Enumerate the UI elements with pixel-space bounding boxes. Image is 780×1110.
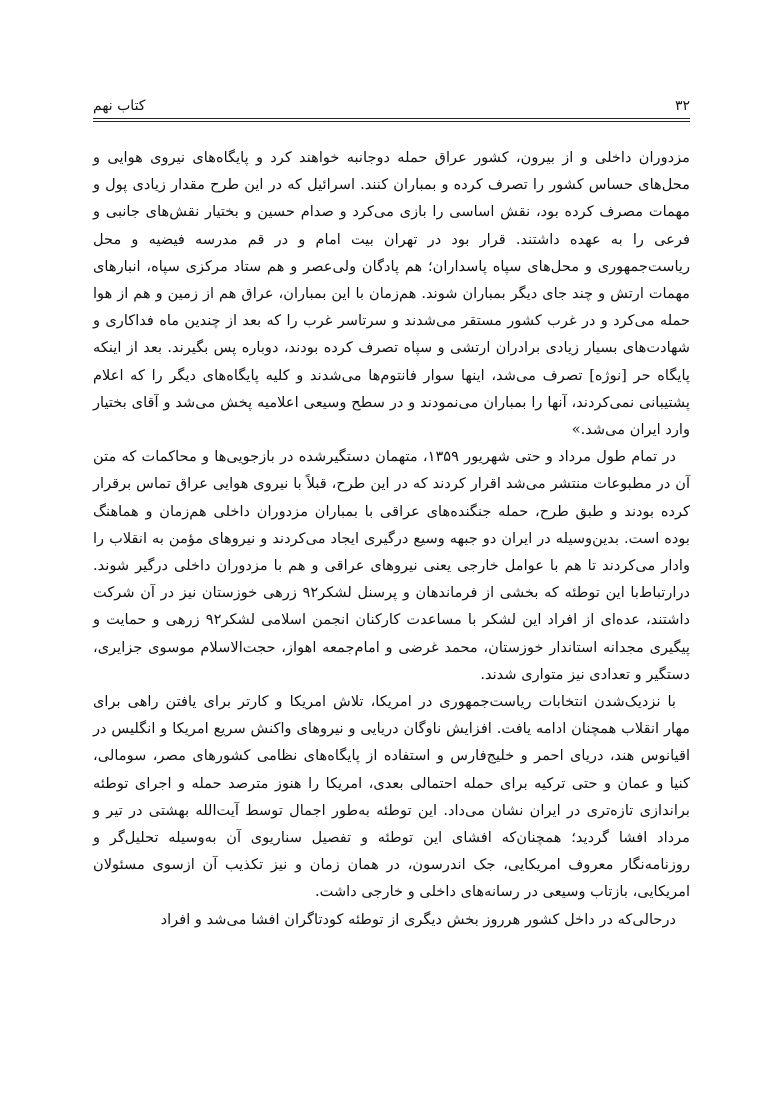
running-header (93, 88, 690, 114)
paragraph: درحالی‌که در داخل کشور هرروز بخش دیگری از توطئه کودتاگران افشا می‌شد و افراد (160, 910, 676, 928)
header-rule (93, 118, 690, 119)
page-number: ۳۲ (674, 98, 690, 114)
body-text (93, 144, 690, 933)
paragraph: در تمام طول مرداد و حتی شهریور ۱۳۵۹، متهمان دستگیرشده در بازجویی‌ها و محاکمات که متن آن در مطبوعات منتشر می‌شد اقرار کردند که در این طرح، قبلاً با نیروی هوایی عراق تماس برقرار کرده بودند و طبق طرح، حمله جنگنده‌های عراقی با بمباران مزدوران داخلی هم‌زمان و هماهنگ بوده است. بدین‌وسیله در ایران دو جبهه وسیع درگیری ایجاد می‌کردند و نیروهای مؤمن به انقلاب را وادار می‌کردند تا هم با عوامل خارجی یعنی نیروهای عراقی و هم با مزدوران داخلی درگیر شوند. درارتباط‌با این توطئه که بخشی از فرماندهان و پرسنل لشکر۹۲ زرهی خوزستان نیز در آن شرکت داشتند، عده‌ای از افراد این لشکر با مساعدت کارکنان انجمن اسلامی لشکر۹۲ زرهی و حمایت و پیگیری مجدانه استاندار خوزستان، محمد غرضی و امام‌جمعه اهواز، حجت‌الاسلام موسوی جزایری، دستگیر و تعدادی نیز متواری شدند. (93, 448, 690, 683)
header-rule-thin (93, 121, 690, 122)
book-title: کتاب نهم (93, 98, 146, 114)
paragraph: با نزدیک‌شدن انتخابات ریاست‌جمهوری در امریکا، تلاش امریکا و کارتر برای یافتن راهی برای مهار انقلاب همچنان ادامه یافت. افزایش ناوگان دریایی و نیروهای واکنش سریع امریکا و انگلیس در اقیانوس هند، دریای احمر و خلیج‌فارس و استفاده از پایگاه‌های نظامی کشورهای مصر، سومالی، کنیا و عمان و حتی ترکیه برای حمله احتمالی بعدی، امریکا را هنوز مترصد حمله و اجرای توطئه براندازی تازه‌تری در ایران نشان می‌داد. این توطئه به‌طور اجمال توسط آیت‌الله بهشتی در تیر و مرداد افشا گردید؛ همچنان‌که افشای این توطئه و تفصیل سناریوی آن به‌وسیله تحلیل‌گر و روزنامه‌نگار معروف امریکایی، جک اندرسون، در همان زمان و نیز تکذیب آن ازسوی مسئولان امریکایی، بازتاب وسیعی در رسانه‌های داخلی و خارجی داشت. (93, 693, 690, 901)
paragraph: مزدوران داخلی و از بیرون، کشور عراق حمله دوجانبه خواهند کرد و پایگاه‌های نیروی هوایی و محل‌های حساس کشور را تصرف کرده و بمباران کنند. اسرائیل که در این طرح مقدار زیادی پول و مهمات مصرف کرده بود، نقش اساسی را بازی می‌کرد و صدام حسین و بختیار نقش‌های جانبی و فرعی را به عهده داشتند. قرار بود در تهران بیت امام و در قم مدرسه فیضیه و محل ریاست‌جمهوری و محل‌های سپاه پاسداران؛ هم پادگان ولی‌عصر و هم ستاد مرکزی سپاه، انبارهای مهمات ارتش و چند جای دیگر بمباران شوند. هم‌زمان با این بمباران، عراق هم از زمین و هم از هوا حمله می‌کرد و در غرب کشور مستقر می‌شدند و سرتاسر غرب را که بعد از چندین ماه فداکاری و شهادت‌های بسیار زیادی برادران ارتشی و سپاه تصرف کرده بودند، دوباره پس بگیرند. بعد از اینکه پایگاه حر [نوژه] تصرف می‌شد، اینها سوار فانتوم‌ها می‌شدند و کلیه پایگاه‌های دیگر را که اعلام پشتیبانی نمی‌کردند، آنها را بمباران می‌نمودند و در سطح وسیعی اعلامیه پخش می‌شد و آقای بختیار وارد ایران می‌شد.» (93, 149, 690, 439)
